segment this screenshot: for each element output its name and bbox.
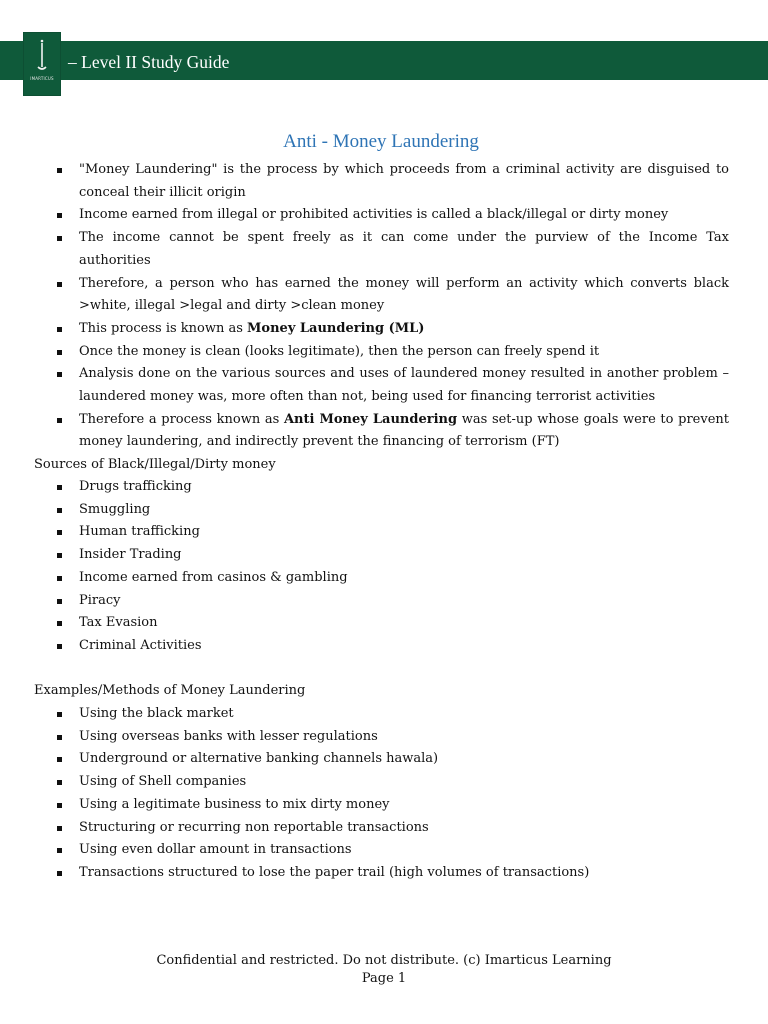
- list-item: Underground or alternative banking channels hawala): [79, 748, 729, 771]
- bullet-icon: [57, 644, 62, 649]
- list-item: Therefore, a person who has earned the money will perform an activity which converts black >white, illegal >legal and dirty >clean money: [79, 273, 729, 318]
- bullet-icon: [57, 327, 62, 332]
- list-item: This process is known as Money Laundering (ML): [79, 318, 729, 341]
- list-item: The income cannot be spent freely as it can come under the purview of the Income Tax authorities: [79, 227, 729, 272]
- list-item: Insider Trading: [79, 544, 729, 567]
- list-item: Using overseas banks with lesser regulations: [79, 726, 729, 749]
- document-title: Anti - Money Laundering: [283, 131, 479, 152]
- intro-bullet-list: [79, 159, 729, 454]
- bullet-icon: [57, 213, 62, 218]
- list-item: Income earned from illegal or prohibited activities is called a black/illegal or dirty money: [79, 204, 729, 227]
- bullet-icon: [57, 576, 62, 581]
- header-title: – Level II Study Guide: [68, 52, 230, 72]
- bullet-icon: [57, 418, 62, 423]
- logo-mark-icon: [24, 33, 60, 95]
- imarticus-logo: [24, 33, 60, 95]
- list-item: Using a legitimate business to mix dirty money: [79, 794, 729, 817]
- bullet-icon: [57, 508, 62, 513]
- bullet-icon: [57, 757, 62, 762]
- bullet-icon: [57, 485, 62, 490]
- bullet-icon: [57, 780, 62, 785]
- list-item: Therefore a process known as Anti Money Laundering was set-up whose goals were to prevent money laundering, and indirectly prevent the financing of terrorism (FT): [79, 409, 729, 454]
- bullet-icon: [57, 236, 62, 241]
- list-item: Structuring or recurring non reportable transactions: [79, 817, 729, 840]
- bullet-icon: [57, 168, 62, 173]
- list-item: Criminal Activities: [79, 635, 729, 658]
- list-item: Smuggling: [79, 499, 729, 522]
- bullet-icon: [57, 826, 62, 831]
- footer-page-number: Page 1: [361, 971, 407, 986]
- bullet-icon: [57, 871, 62, 876]
- list-item: Human trafficking: [79, 521, 729, 544]
- bullet-icon: [57, 712, 62, 717]
- list-item: Analysis done on the various sources and uses of laundered money resulted in another problem – laundered money was, more often than not, being used for financing terrorist activities: [79, 363, 729, 408]
- list-item: Piracy: [79, 590, 729, 613]
- bullet-icon: [57, 599, 62, 604]
- list-item: Tax Evasion: [79, 612, 729, 635]
- bullet-icon: [57, 803, 62, 808]
- footer-confidential: Confidential and restricted. Do not distribute. (c) Imarticus Learning: [156, 953, 612, 968]
- bullet-icon: [57, 553, 62, 558]
- bullet-icon: [57, 350, 62, 355]
- list-item: "Money Laundering" is the process by which proceeds from a criminal activity are disguised to conceal their illicit origin: [79, 159, 729, 204]
- list-item: Using even dollar amount in transactions: [79, 839, 729, 862]
- list-item: Using of Shell companies: [79, 771, 729, 794]
- list-item: Using the black market: [79, 703, 729, 726]
- bullet-icon: [57, 621, 62, 626]
- sources-heading: Sources of Black/Illegal/Dirty money: [34, 457, 276, 472]
- logo-text: IMARTICUS: [30, 76, 54, 81]
- bullet-icon: [57, 848, 62, 853]
- bullet-icon: [57, 372, 62, 377]
- list-item: Transactions structured to lose the paper trail (high volumes of transactions): [79, 862, 729, 885]
- list-item: Income earned from casinos & gambling: [79, 567, 729, 590]
- list-item: Once the money is clean (looks legitimate), then the person can freely spend it: [79, 341, 729, 364]
- bullet-icon: [57, 735, 62, 740]
- list-item: Drugs trafficking: [79, 476, 729, 499]
- bullet-icon: [57, 530, 62, 535]
- methods-heading: Examples/Methods of Money Laundering: [34, 683, 306, 698]
- methods-list: [79, 703, 729, 885]
- sources-list: [79, 476, 729, 658]
- bullet-icon: [57, 282, 62, 287]
